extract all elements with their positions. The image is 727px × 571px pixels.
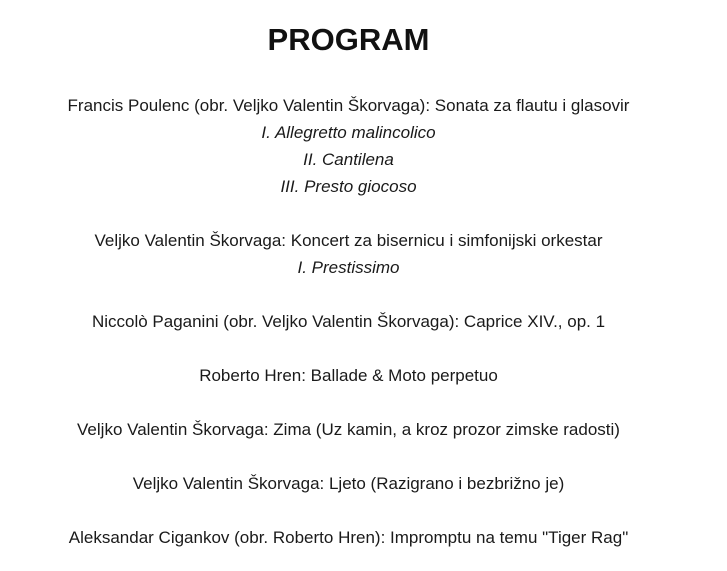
- work-title: Veljko Valentin Škorvaga: Koncert za bisernicu i simfonijski orkestar: [94, 231, 603, 250]
- program-item: [0, 524, 697, 551]
- work-title: Niccolò Paganini (obr. Veljko Valentin Škorvaga): Caprice XIV., op. 1: [91, 312, 606, 331]
- work-title: Veljko Valentin Škorvaga: Zima (Uz kamin, a kroz prozor zimske radosti): [77, 420, 620, 439]
- work-title: Francis Poulenc (obr. Veljko Valentin Škorvaga): Sonata za flautu i glasovir: [67, 96, 630, 115]
- program-item: [0, 227, 697, 281]
- movement: III. Presto giocoso: [280, 177, 417, 196]
- movement: I. Allegretto malincolico: [261, 123, 436, 142]
- work-title: Roberto Hren: Ballade & Moto perpetuo: [199, 366, 498, 385]
- program-list: [0, 92, 697, 551]
- program-item: [0, 416, 697, 443]
- program-item: [0, 308, 697, 335]
- work-title: Veljko Valentin Škorvaga: Ljeto (Razigrano i bezbrižno je): [132, 474, 565, 493]
- movement: II. Cantilena: [303, 150, 394, 169]
- program-item: [0, 92, 697, 200]
- work-title: Aleksandar Cigankov (obr. Roberto Hren): Impromptu na temu "Tiger Rag": [68, 528, 629, 547]
- program-item: [0, 470, 697, 497]
- movement: I. Prestissimo: [297, 258, 400, 277]
- page-title: PROGRAM: [267, 22, 430, 57]
- program-item: [0, 362, 697, 389]
